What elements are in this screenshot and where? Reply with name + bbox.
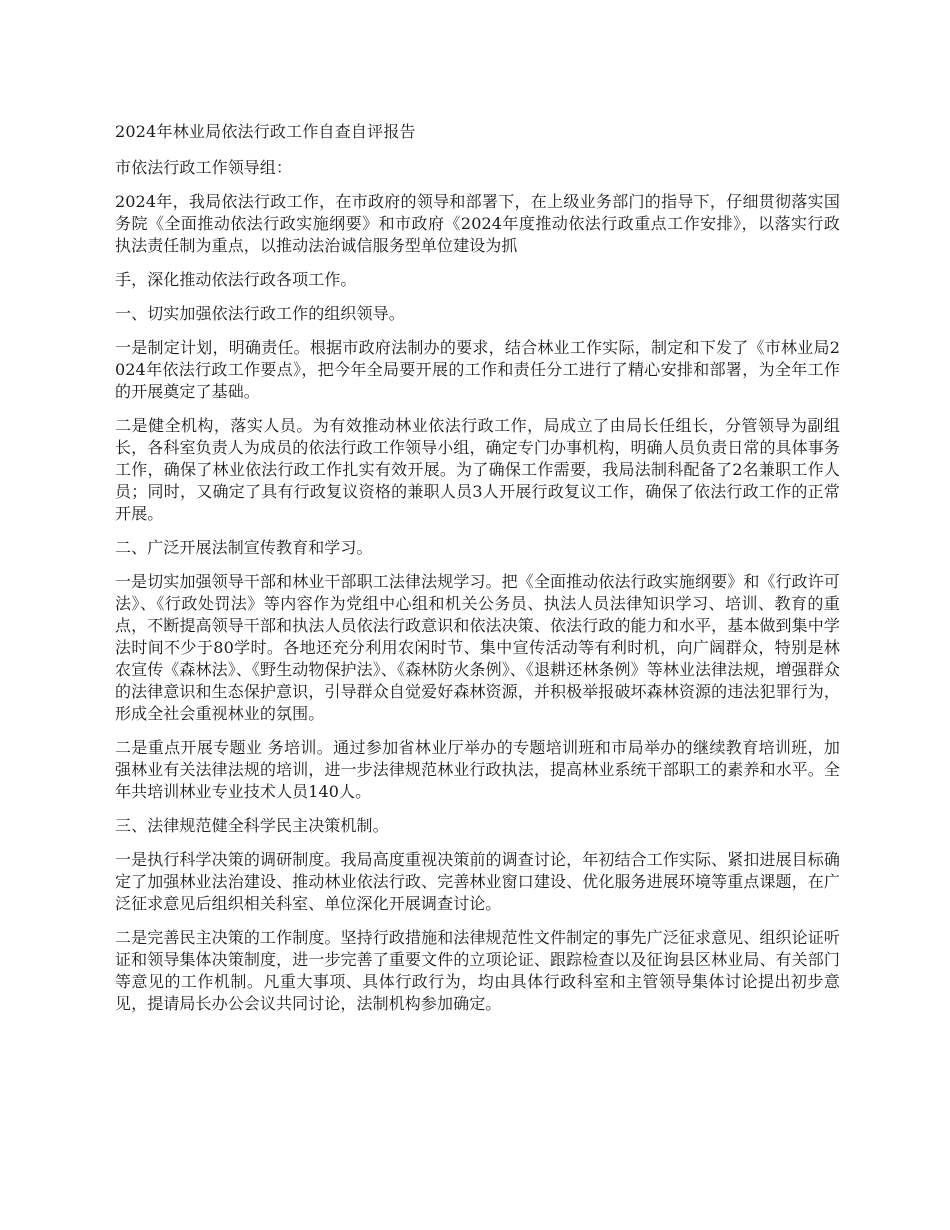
document-title: 2024年林业局依法行政工作自查自评报告 [115,122,416,141]
section-heading-1: 一、切实加强依法行政工作的组织领导。 [115,304,405,323]
section-heading-2: 二、广泛开展法制宣传教育和学习。 [115,538,373,557]
body-paragraph: 二是完善民主决策的工作制度。坚持行政措施和法律规范性文件制定的事先广泛征求意见、组织论证听证和领导集体决策制度，进一步完善了重要文件的立项论证、跟踪检查以及征询县区林业局、有关部门等意见的工作机制。凡重大事项、具体行政行为，均由具体行政科室和主管领导集体讨论提出初步意见，提请局长办公会议共同讨论，法制机构参加确定。 [115,928,840,1013]
body-paragraph: 一是切实加强领导干部和林业干部职工法律法规学习。把《全面推动依法行政实施纲要》和《行政许可法》、《行政处罚法》等内容作为党组中心组和机关公务员、执法人员法律知识学习、培训、教育的重点，不断提高领导干部和执法人员依法行政意识和依法决策、依法行政的能力和水平，基本做到集中学法时间不少于80学时。各地还充分利用农闲时节、集中宣传活动等有利时机，向广阔群众，特别是林农宣传《森林法》、《野生动物保护法》、《森林防火条例》、《退耕还林条例》等林业法律法规，增强群众的法律意识和生态保护意识，引导群众自觉爱好森林资源，并积极举报破坏森林资源的违法犯罪行为，形成全社会重视林业的氛围。 [115,572,840,723]
body-paragraph: 一是制定计划，明确责任。根据市政府法制办的要求，结合林业工作实际，制定和下发了《市林业局2024年依法行政工作要点》，把今年全局要开展的工作和责任分工进行了精心安排和部署，为全年工作的开展奠定了基础。 [115,338,840,401]
body-paragraph: 二是重点开展专题业 务培训。通过参加省林业厅举办的专题培训班和市局举办的继续教育培训班，加强林业有关法律法规的培训，进一步法律规范林业行政执法，提高林业系统干部职工的素养和水平。全年共培训林业专业技术人员140人。 [115,738,840,801]
salutation: 市依法行政工作领导组： [115,158,293,177]
section-heading-3: 三、法律规范健全科学民主决策机制。 [115,816,389,835]
intro-paragraph: 2024年，我局依法行政工作，在市政府的领导和部署下，在上级业务部门的指导下，仔细贯彻落实国务院《全面推动依法行政实施纲要》和市政府《2024年度推动依法行政重点工作安排》，以落实行政执法责任制为重点，以推动法治诚信服务型单位建设为抓 [115,192,840,255]
body-paragraph: 一是执行科学决策的调研制度。我局高度重视决策前的调查讨论，年初结合工作实际、紧扣进展目标确定了加强林业法治建设、推动林业依法行政、完善林业窗口建设、优化服务进展环境等重点课题，在广泛征求意见后组织相关科室、单位深化开展调查讨论。 [115,850,840,913]
body-paragraph: 二是健全机构，落实人员。为有效推动林业依法行政工作，局成立了由局长任组长，分管领导为副组长，各科室负责人为成员的依法行政工作领导小组，确定专门办事机构，明确人员负责日常的具体事务工作，确保了林业依法行政工作扎实有效开展。为了确保工作需要，我局法制科配备了2名兼职工作人员；同时，又确定了具有行政复议资格的兼职人员3人开展行政复议工作，确保了依法行政工作的正常开展。 [115,416,840,523]
intro-continuation: 手，深化推动依法行政各项工作。 [115,270,357,289]
document-page [115,120,840,1027]
